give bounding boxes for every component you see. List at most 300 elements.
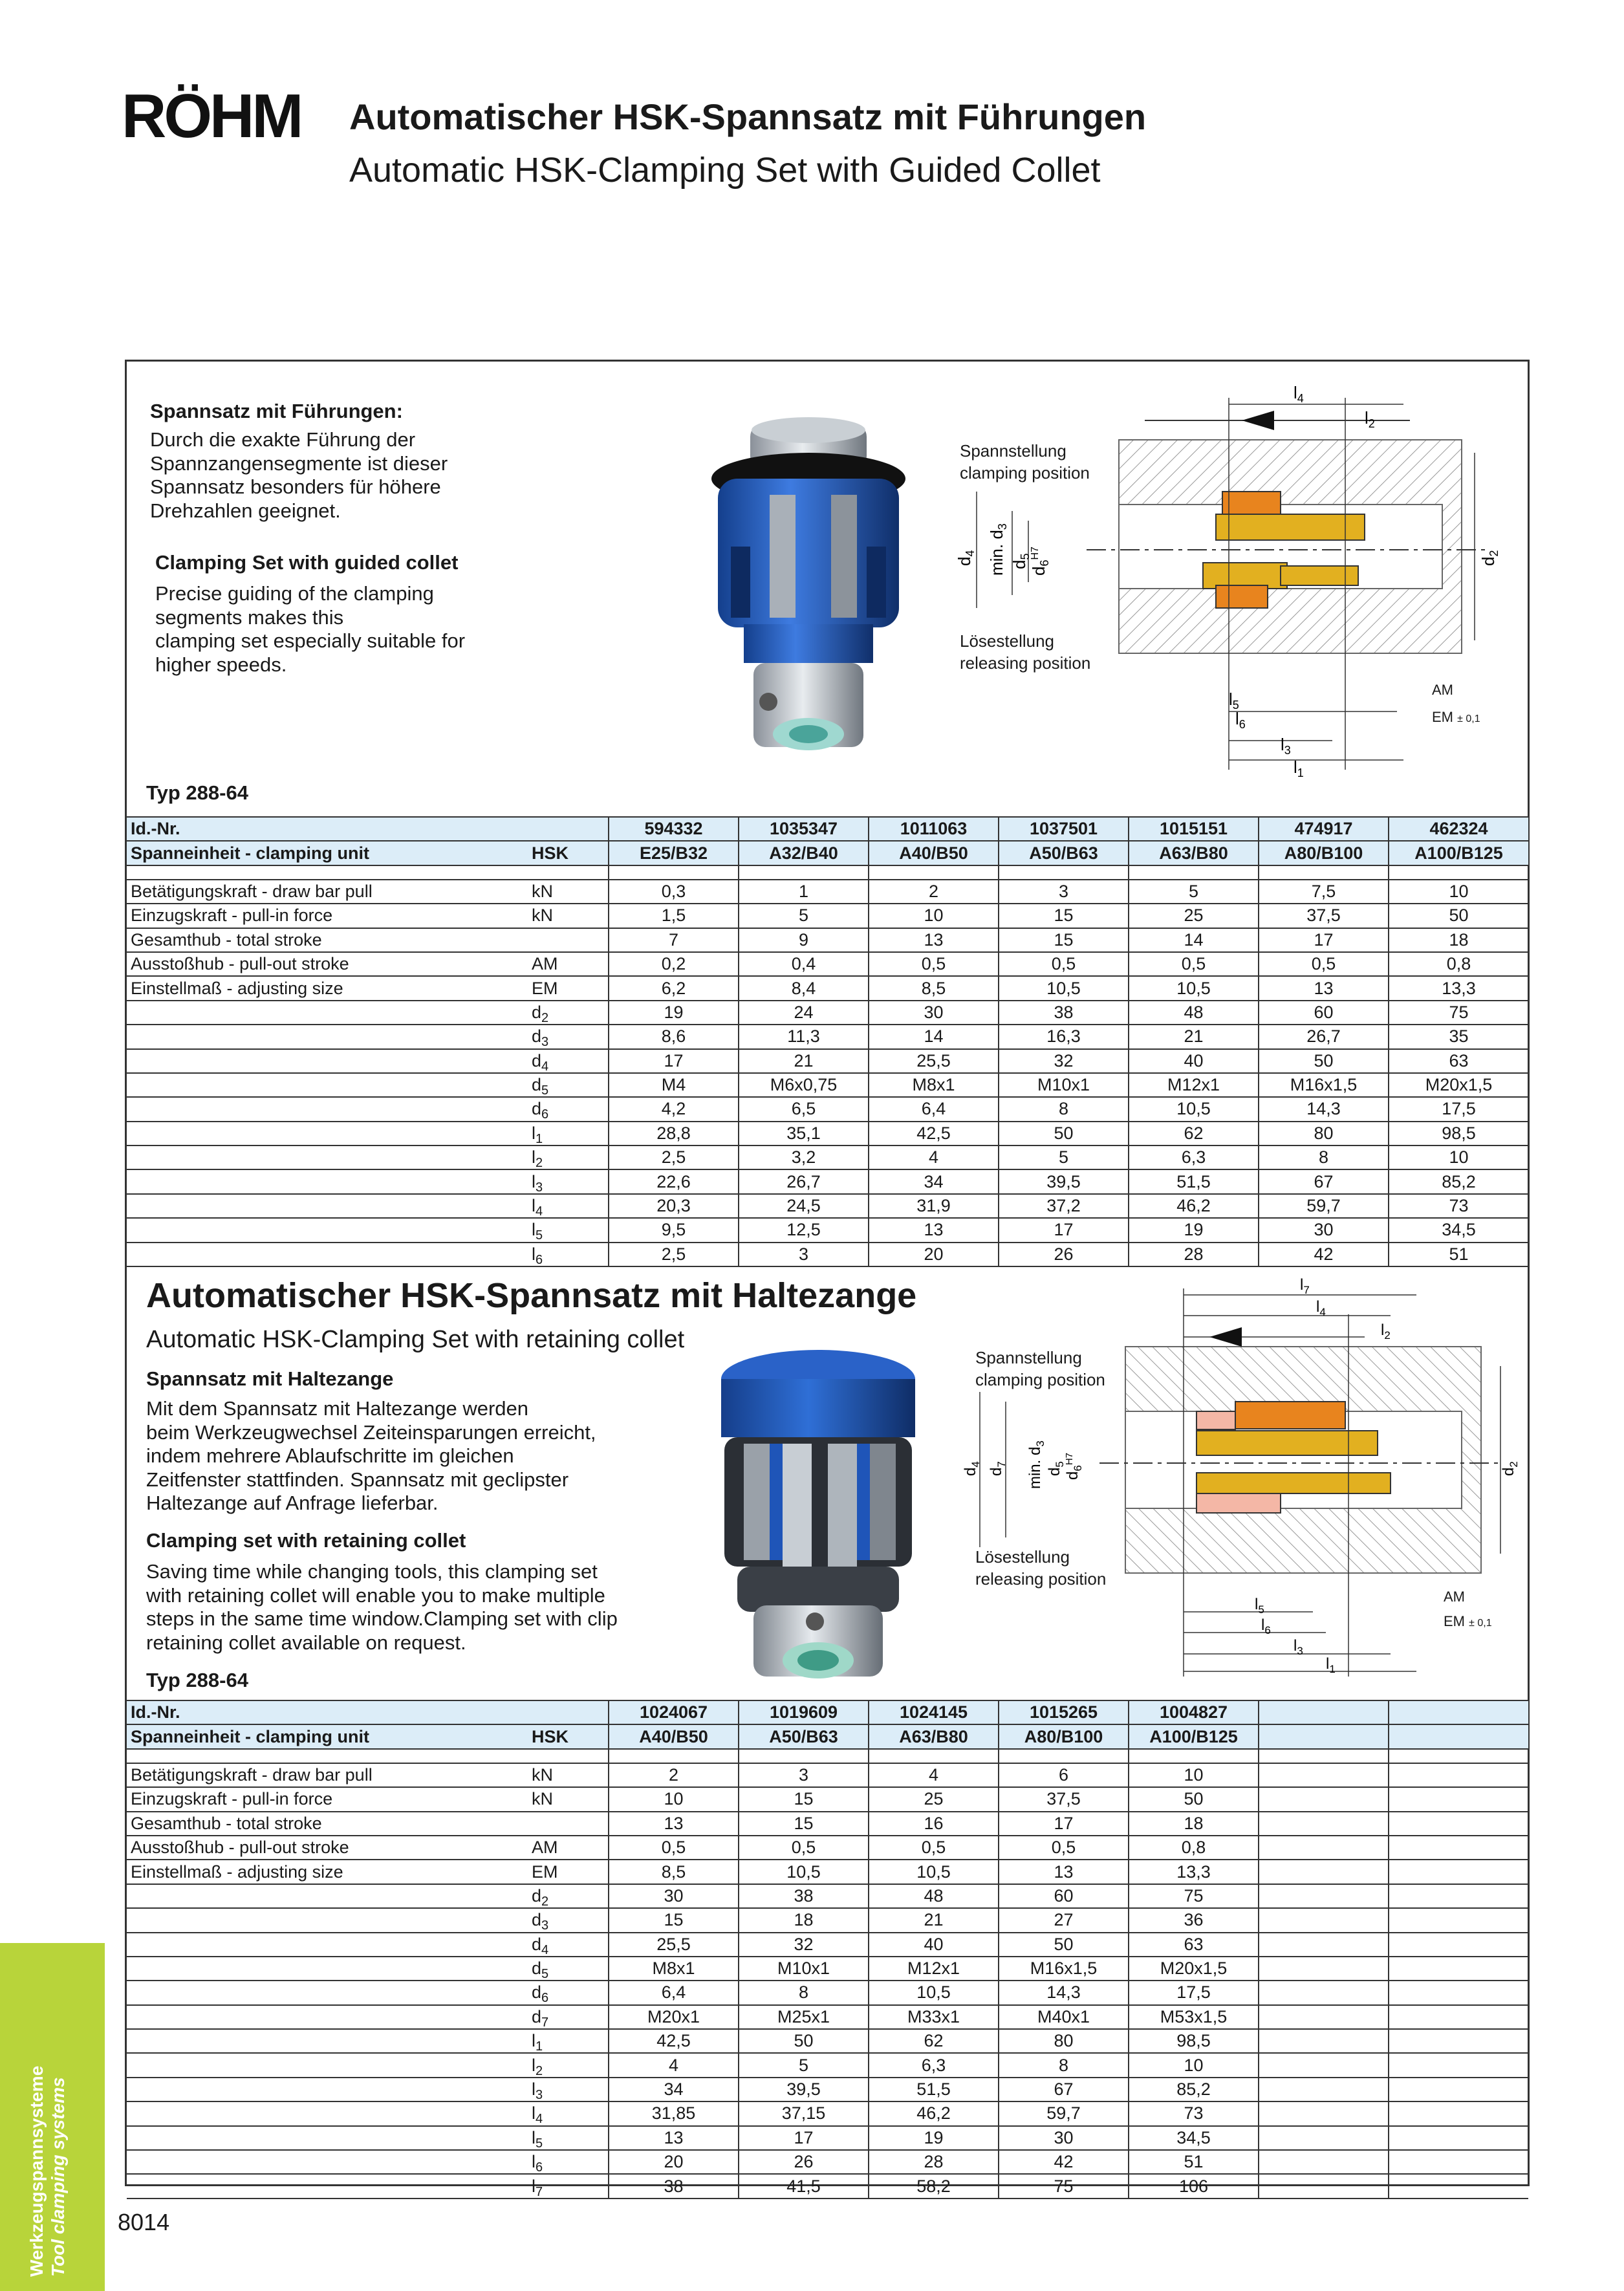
- value-cell: 10,5: [869, 1860, 999, 1884]
- value-cell: [1389, 2005, 1528, 2029]
- clamping-unit-cell: A32/B40: [739, 841, 869, 865]
- table-row: [127, 1146, 1528, 1169]
- value-cell: 6,2: [609, 976, 739, 1000]
- value-cell: 36: [1129, 1908, 1259, 1932]
- value-cell: 13: [609, 2126, 739, 2150]
- value-cell: M20x1,5: [1129, 1957, 1259, 1981]
- dim-l4-label: $l_4$: [1294, 383, 1304, 405]
- row-symbol: kN: [528, 904, 609, 928]
- spacer-cell: [1389, 865, 1528, 880]
- id-header-sym: [528, 1700, 609, 1724]
- row-label: Gesamthub - total stroke: [127, 928, 528, 952]
- value-cell: 34: [609, 2078, 739, 2101]
- clamping-unit-cell: A40/B50: [869, 841, 999, 865]
- value-cell: 10: [1389, 1146, 1528, 1169]
- row-label: Gesamthub - total stroke: [127, 1812, 528, 1836]
- value-cell: 73: [1389, 1194, 1528, 1218]
- row-label: [127, 1957, 528, 1981]
- retaining-collet-product-image: [698, 1347, 938, 1689]
- value-cell: M10x1: [999, 1073, 1129, 1097]
- value-cell: 14,3: [999, 1981, 1129, 2004]
- spacer-cell: [999, 1749, 1129, 1763]
- value-cell: 20: [869, 1243, 999, 1266]
- value-cell: 16: [869, 1812, 999, 1836]
- value-cell: 1,5: [609, 904, 739, 928]
- row-symbol: AM: [528, 1836, 609, 1860]
- section1-text-de-line: Durch die exakte Führung der: [150, 428, 416, 451]
- row-label: [127, 1073, 528, 1097]
- value-cell: 25,5: [869, 1049, 999, 1073]
- value-cell: 51: [1389, 1243, 1528, 1266]
- value-cell: 6: [999, 1763, 1129, 1787]
- value-cell: [1259, 2126, 1389, 2150]
- value-cell: [1259, 2150, 1389, 2174]
- value-cell: 28,8: [609, 1122, 739, 1146]
- value-cell: [1389, 2174, 1528, 2198]
- value-cell: M53x1,5: [1129, 2005, 1259, 2029]
- clamping-unit-cell: E25/B32: [609, 841, 739, 865]
- id-number-cell: 462324: [1389, 817, 1528, 841]
- value-cell: 17: [739, 2126, 869, 2150]
- value-cell: 63: [1129, 1933, 1259, 1957]
- value-cell: 38: [739, 1884, 869, 1908]
- logo-text: RÖHM: [122, 81, 301, 151]
- table-row: [127, 2053, 1528, 2077]
- row-label: [127, 1001, 528, 1025]
- value-cell: 6,4: [869, 1097, 999, 1121]
- clamping-unit-label: Spanneinheit - clamping unit: [127, 1724, 528, 1748]
- row-symbol: $l_3$: [528, 1169, 609, 1193]
- value-cell: 63: [1389, 1049, 1528, 1073]
- value-cell: 62: [1129, 1122, 1259, 1146]
- row-symbol: $l_1$: [528, 1122, 609, 1146]
- value-cell: 5: [739, 904, 869, 928]
- spacer-cell: [528, 1749, 609, 1763]
- row-label: [127, 2150, 528, 2174]
- value-cell: 75: [1389, 1001, 1528, 1025]
- value-cell: 13: [1259, 976, 1389, 1000]
- value-cell: 7: [609, 928, 739, 952]
- section2-title-de: Automatischer HSK-Spannsatz mit Haltezange: [146, 1276, 917, 1315]
- clamping-unit-cell: A80/B100: [999, 1724, 1129, 1748]
- section2-text-de: [146, 1397, 596, 1515]
- value-cell: 25: [1129, 904, 1259, 928]
- value-cell: 18: [1389, 928, 1528, 952]
- value-cell: 17: [609, 1049, 739, 1073]
- value-cell: 2: [609, 1763, 739, 1787]
- value-cell: 58,2: [869, 2174, 999, 2198]
- row-symbol: kN: [528, 1787, 609, 1811]
- table-row: [127, 1787, 1528, 1811]
- rohm-logo: [122, 81, 322, 151]
- value-cell: [1259, 2078, 1389, 2101]
- value-cell: 26,7: [739, 1169, 869, 1193]
- row-label: Einstellmaß - adjusting size: [127, 976, 528, 1000]
- id-number-cell: 1037501: [999, 817, 1129, 841]
- value-cell: 34,5: [1389, 1218, 1528, 1242]
- value-cell: [1259, 2005, 1389, 2029]
- value-cell: 3: [999, 880, 1129, 904]
- row-symbol: $d_3$: [528, 1025, 609, 1048]
- value-cell: 80: [999, 2029, 1129, 2053]
- dim-d6-label: $d_6^{H7}$: [1029, 547, 1051, 576]
- s2-clamping-pos-en: clamping position: [975, 1370, 1105, 1389]
- value-cell: [1389, 1860, 1528, 1884]
- dim-l2-label: $l_2$: [1365, 408, 1375, 430]
- value-cell: 4,2: [609, 1097, 739, 1121]
- value-cell: 12,5: [739, 1218, 869, 1242]
- value-cell: 14,3: [1259, 1097, 1389, 1121]
- id-number-cell: 1011063: [869, 817, 999, 841]
- value-cell: 17: [999, 1218, 1129, 1242]
- table-row: [127, 1049, 1528, 1073]
- row-label: [127, 1933, 528, 1957]
- table-row: [127, 2101, 1528, 2125]
- table-row: [127, 1763, 1528, 1787]
- value-cell: [1259, 1908, 1389, 1932]
- clamping-unit-label: Spanneinheit - clamping unit: [127, 841, 528, 865]
- value-cell: 8: [739, 1981, 869, 2004]
- value-cell: 59,7: [999, 2101, 1129, 2125]
- s2-clamping-pos-de: Spannstellung: [975, 1348, 1082, 1367]
- value-cell: 6,3: [1129, 1146, 1259, 1169]
- table-row: [127, 1957, 1528, 1981]
- value-cell: 50: [1389, 904, 1528, 928]
- s1-em-label: EM ± 0,1: [1432, 709, 1480, 725]
- id-number-cell: 1015151: [1129, 817, 1259, 841]
- row-label: [127, 1025, 528, 1048]
- table-row: [127, 1097, 1528, 1121]
- spacer-cell: [869, 865, 999, 880]
- row-label: [127, 1243, 528, 1266]
- row-label: [127, 2101, 528, 2125]
- value-cell: 10,5: [1129, 1097, 1259, 1121]
- value-cell: 98,5: [1389, 1122, 1528, 1146]
- value-cell: 17: [1259, 928, 1389, 952]
- value-cell: 50: [1259, 1049, 1389, 1073]
- dim-l3-label: $l_3$: [1281, 735, 1291, 757]
- value-cell: 6,3: [869, 2053, 999, 2077]
- row-label: [127, 1097, 528, 1121]
- value-cell: M20x1: [609, 2005, 739, 2029]
- value-cell: 10,5: [739, 1860, 869, 1884]
- value-cell: 26,7: [1259, 1025, 1389, 1048]
- table-row: [127, 1812, 1528, 1836]
- table-row: [127, 1194, 1528, 1218]
- value-cell: 10: [1129, 2053, 1259, 2077]
- value-cell: 8: [999, 2053, 1129, 2077]
- value-cell: M12x1: [1129, 1073, 1259, 1097]
- dim-l6-label: $l_6$: [1235, 709, 1246, 731]
- page-number: 8014: [118, 2209, 170, 2235]
- guided-collet-product-image: [692, 417, 925, 766]
- spacer-cell: [127, 1749, 528, 1763]
- dim-d2-label: $d_2$: [1500, 1461, 1520, 1476]
- dim-l1-label: $l_1$: [1294, 757, 1304, 779]
- value-cell: 34: [869, 1169, 999, 1193]
- table-row: [127, 880, 1528, 904]
- row-symbol: EM: [528, 1860, 609, 1884]
- value-cell: 50: [739, 2029, 869, 2053]
- value-cell: 24,5: [739, 1194, 869, 1218]
- row-label: [127, 1981, 528, 2004]
- row-symbol: $d_3$: [528, 1908, 609, 1932]
- value-cell: 0,2: [609, 952, 739, 976]
- row-label: [127, 1122, 528, 1146]
- value-cell: 37,15: [739, 2101, 869, 2125]
- value-cell: [1259, 1860, 1389, 1884]
- value-cell: [1259, 1787, 1389, 1811]
- value-cell: 7,5: [1259, 880, 1389, 904]
- value-cell: 20,3: [609, 1194, 739, 1218]
- row-label: [127, 2005, 528, 2029]
- value-cell: 13,3: [1389, 976, 1528, 1000]
- section2-text-de-line: beim Werkzeugwechsel Zeiteinsparungen erreicht,: [146, 1420, 596, 1444]
- value-cell: 20: [609, 2150, 739, 2174]
- value-cell: 85,2: [1129, 2078, 1259, 2101]
- section2-text-de-line: Mit dem Spannsatz mit Haltezange werden: [146, 1397, 529, 1420]
- table-row: [127, 1908, 1528, 1932]
- table-row: [127, 1860, 1528, 1884]
- value-cell: 19: [869, 2126, 999, 2150]
- id-number-cell: [1259, 1700, 1389, 1724]
- row-label: [127, 2174, 528, 2198]
- spacer-cell: [999, 865, 1129, 880]
- row-symbol: $d_4$: [528, 1933, 609, 1957]
- clamping-unit-cell: [1259, 1724, 1389, 1748]
- dim-l6-label: $l_6$: [1261, 1616, 1271, 1636]
- dim-d3-label: min. $d_3$: [1026, 1440, 1046, 1489]
- value-cell: 32: [999, 1049, 1129, 1073]
- table-row: [127, 1933, 1528, 1957]
- section2-text-de-line: Zeitfenster stattfinden. Spannsatz mit geclipster: [146, 1468, 569, 1491]
- value-cell: 67: [999, 2078, 1129, 2101]
- value-cell: 42,5: [609, 2029, 739, 2053]
- row-symbol: $d_4$: [528, 1049, 609, 1073]
- value-cell: 30: [609, 1884, 739, 1908]
- value-cell: [1259, 1884, 1389, 1908]
- value-cell: 80: [1259, 1122, 1389, 1146]
- value-cell: 18: [1129, 1812, 1259, 1836]
- value-cell: 19: [609, 1001, 739, 1025]
- dim-d3-label: min. $d_3$: [987, 523, 1009, 576]
- value-cell: 35,1: [739, 1122, 869, 1146]
- dim-l7-label: $l_7$: [1300, 1276, 1310, 1296]
- spacer-cell: [528, 865, 609, 880]
- value-cell: 21: [739, 1049, 869, 1073]
- row-symbol: $l_2$: [528, 2053, 609, 2077]
- value-cell: [1389, 2053, 1528, 2077]
- row-label: [127, 2078, 528, 2101]
- spacer-cell: [1129, 1749, 1259, 1763]
- value-cell: 0,5: [869, 1836, 999, 1860]
- value-cell: 2: [869, 880, 999, 904]
- value-cell: 8: [1259, 1146, 1389, 1169]
- value-cell: 5: [999, 1146, 1129, 1169]
- page-title-en: Automatic HSK-Clamping Set with Guided Collet: [349, 151, 1101, 190]
- value-cell: 21: [1129, 1025, 1259, 1048]
- id-header-label: Id.-Nr.: [127, 1700, 528, 1724]
- value-cell: 10: [1129, 1763, 1259, 1787]
- table-row: [127, 2029, 1528, 2053]
- table-row: [127, 1218, 1528, 1242]
- table-row: [127, 1836, 1528, 1860]
- row-symbol: EM: [528, 976, 609, 1000]
- spacer-cell: [1259, 1749, 1389, 1763]
- value-cell: 31,9: [869, 1194, 999, 1218]
- table-header-row: [127, 1724, 1528, 1748]
- value-cell: 38: [999, 1001, 1129, 1025]
- dim-l4-label: $l_4$: [1316, 1298, 1326, 1318]
- spacer-cell: [739, 865, 869, 880]
- row-symbol: $d_5$: [528, 1957, 609, 1981]
- value-cell: 25,5: [609, 1933, 739, 1957]
- value-cell: M4: [609, 1073, 739, 1097]
- value-cell: 62: [869, 2029, 999, 2053]
- section1-text-en-line: Precise guiding of the clamping: [155, 582, 434, 605]
- dim-d4-label: $d_4$: [962, 1461, 982, 1476]
- value-cell: 32: [739, 1933, 869, 1957]
- value-cell: 10,5: [869, 1981, 999, 2004]
- value-cell: 38: [609, 2174, 739, 2198]
- value-cell: 28: [869, 2150, 999, 2174]
- table-spacer-row: [127, 1749, 1528, 1763]
- section1-text-en-line: segments makes this: [155, 605, 344, 629]
- value-cell: M10x1: [739, 1957, 869, 1981]
- id-number-cell: 1015265: [999, 1700, 1129, 1724]
- value-cell: 18: [739, 1908, 869, 1932]
- value-cell: M33x1: [869, 2005, 999, 2029]
- value-cell: [1259, 1812, 1389, 1836]
- value-cell: 106: [1129, 2174, 1259, 2198]
- dim-l3-label: $l_3$: [1294, 1637, 1303, 1657]
- value-cell: 46,2: [869, 2101, 999, 2125]
- value-cell: 35: [1389, 1025, 1528, 1048]
- value-cell: 24: [739, 1001, 869, 1025]
- value-cell: 10: [869, 904, 999, 928]
- value-cell: 60: [999, 1884, 1129, 1908]
- value-cell: 25: [869, 1787, 999, 1811]
- value-cell: 27: [999, 1908, 1129, 1932]
- row-symbol: $l_5$: [528, 1218, 609, 1242]
- value-cell: 15: [999, 904, 1129, 928]
- value-cell: 85,2: [1389, 1169, 1528, 1193]
- id-number-cell: 1024145: [869, 1700, 999, 1724]
- section2-heading-de: Spannsatz mit Haltezange: [146, 1367, 394, 1390]
- section2-text-en-line: retaining collet available on request.: [146, 1631, 466, 1654]
- section2-type-label: Typ 288-64: [146, 1669, 248, 1691]
- row-label: Einzugskraft - pull-in force: [127, 904, 528, 928]
- value-cell: 17,5: [1129, 1981, 1259, 2004]
- value-cell: M40x1: [999, 2005, 1129, 2029]
- section1-text-de-line: Spannsatz besonders für höhere: [150, 475, 441, 498]
- value-cell: 14: [869, 1025, 999, 1048]
- row-symbol: kN: [528, 1763, 609, 1787]
- section2-text-de-line: indem mehrere Ablaufschritte im gleichen: [146, 1444, 514, 1467]
- section1-text-de-line: Drehzahlen geeignet.: [150, 499, 341, 522]
- value-cell: 5: [1129, 880, 1259, 904]
- value-cell: 98,5: [1129, 2029, 1259, 2053]
- row-symbol: $d_6$: [528, 1097, 609, 1121]
- row-symbol: kN: [528, 880, 609, 904]
- table-row: [127, 2078, 1528, 2101]
- section2-title-en: Automatic HSK-Clamping Set with retaining collet: [146, 1326, 685, 1353]
- spacer-cell: [127, 865, 528, 880]
- clamping-unit-cell: A100/B125: [1129, 1724, 1259, 1748]
- row-label: Einstellmaß - adjusting size: [127, 1860, 528, 1884]
- row-symbol: $d_2$: [528, 1001, 609, 1025]
- value-cell: 60: [1259, 1001, 1389, 1025]
- value-cell: [1389, 2029, 1528, 2053]
- value-cell: 42: [1259, 1243, 1389, 1266]
- row-symbol: $l_1$: [528, 2029, 609, 2053]
- row-symbol: $d_6$: [528, 1981, 609, 2004]
- table-row: [127, 2126, 1528, 2150]
- value-cell: [1389, 1981, 1528, 2004]
- value-cell: 10,5: [1129, 976, 1259, 1000]
- value-cell: [1389, 1812, 1528, 1836]
- row-label: [127, 1049, 528, 1073]
- value-cell: 10,5: [999, 976, 1129, 1000]
- value-cell: 0,8: [1129, 1836, 1259, 1860]
- id-number-cell: 1024067: [609, 1700, 739, 1724]
- value-cell: 10: [1389, 880, 1528, 904]
- section1-type-label: Typ 288-64: [146, 781, 248, 804]
- id-number-cell: 594332: [609, 817, 739, 841]
- value-cell: 51,5: [1129, 1169, 1259, 1193]
- row-label: Ausstoßhub - pull-out stroke: [127, 952, 528, 976]
- row-symbol: $l_4$: [528, 2101, 609, 2125]
- row-label: Betätigungskraft - draw bar pull: [127, 880, 528, 904]
- row-symbol: [528, 928, 609, 952]
- value-cell: 0,3: [609, 880, 739, 904]
- value-cell: [1259, 1836, 1389, 1860]
- value-cell: 22,6: [609, 1169, 739, 1193]
- page-title-de: Automatischer HSK-Spannsatz mit Führungen: [349, 96, 1147, 137]
- table-row: [127, 1001, 1528, 1025]
- value-cell: [1389, 1763, 1528, 1787]
- value-cell: 9,5: [609, 1218, 739, 1242]
- value-cell: 5: [739, 2053, 869, 2077]
- value-cell: 0,5: [1259, 952, 1389, 976]
- value-cell: [1389, 1957, 1528, 1981]
- value-cell: M8x1: [609, 1957, 739, 1981]
- section1-text-en-line: higher speeds.: [155, 653, 287, 676]
- spacer-cell: [1129, 865, 1259, 880]
- s1-am-label: AM: [1432, 682, 1453, 698]
- value-cell: 4: [869, 1146, 999, 1169]
- spacer-cell: [1259, 865, 1389, 880]
- spacer-cell: [869, 1749, 999, 1763]
- table-header-row: [127, 1700, 1528, 1724]
- value-cell: 3: [739, 1243, 869, 1266]
- value-cell: 8,6: [609, 1025, 739, 1048]
- retaining-collet-spec-table: [127, 1700, 1528, 2199]
- value-cell: 13: [869, 928, 999, 952]
- table-row: [127, 1169, 1528, 1193]
- value-cell: 17,5: [1389, 1097, 1528, 1121]
- row-label: Einzugskraft - pull-in force: [127, 1787, 528, 1811]
- value-cell: 4: [609, 2053, 739, 2077]
- value-cell: 37,5: [999, 1787, 1129, 1811]
- value-cell: [1389, 2126, 1528, 2150]
- value-cell: 13,3: [1129, 1860, 1259, 1884]
- row-symbol: $l_6$: [528, 2150, 609, 2174]
- value-cell: M6x0,75: [739, 1073, 869, 1097]
- dim-l5-label: $l_5$: [1229, 689, 1239, 711]
- clamping-unit-cell: A63/B80: [1129, 841, 1259, 865]
- value-cell: 50: [999, 1122, 1129, 1146]
